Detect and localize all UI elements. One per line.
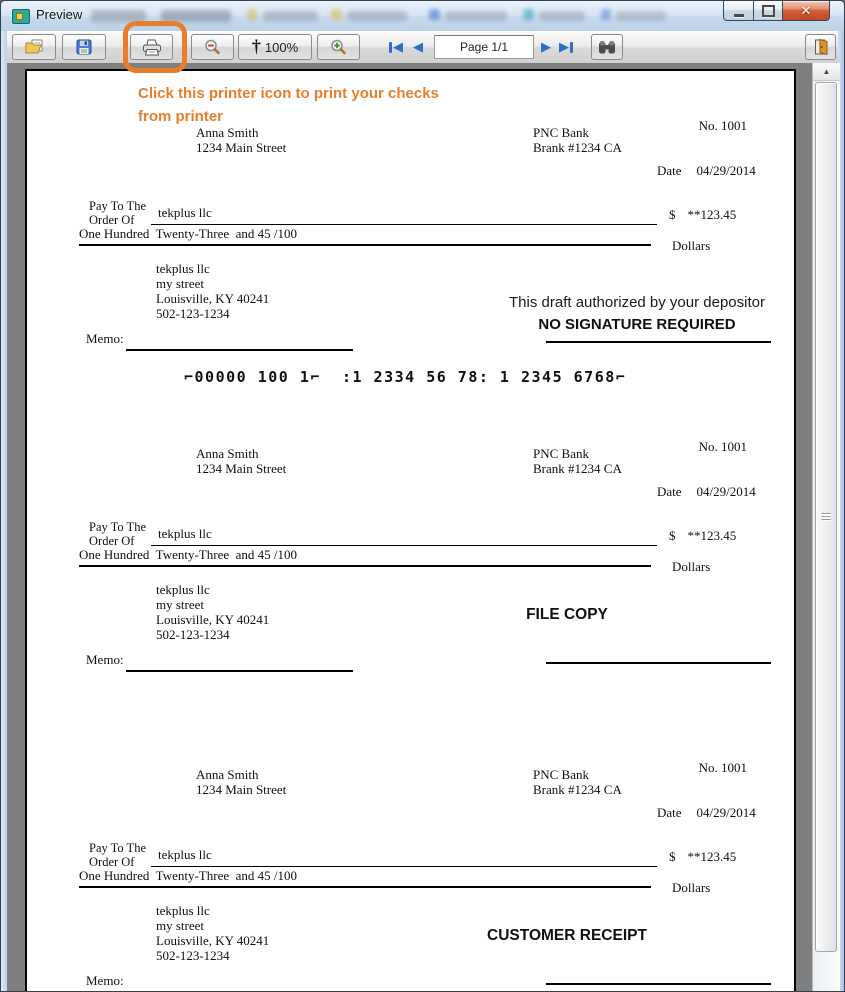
date-row [657,805,756,821]
authorization-note: This draft authorized by your depositor [509,294,765,311]
check-number-label: No. [698,439,718,454]
vertical-scrollbar[interactable] [812,63,840,991]
minimize-icon [734,14,744,17]
bank-branch: Brank #1234 CA [533,461,622,476]
last-page-arrow: ▶ [559,39,569,54]
date-value: 04/29/2014 [696,805,756,820]
amount-in-words: One Hundred Twenty-Three and 45 /100 [79,226,297,241]
amount-in-words: One Hundred Twenty-Three and 45 /100 [79,868,297,883]
door-exit-icon [813,39,829,55]
bank-name: PNC Bank [533,125,589,140]
payer-address: 1234 Main Street [196,782,287,797]
payer-address: 1234 Main Street [196,461,287,476]
pay-to-line-1: Pay To The [89,841,146,855]
amount-in-words: One Hundred Twenty-Three and 45 /100 [79,547,297,562]
amount-in-words-line [79,224,651,246]
bank-name: PNC Bank [533,446,589,461]
date-row [657,484,756,500]
date-value: 04/29/2014 [696,163,756,178]
payee-address-line: tekplus llc [156,261,210,276]
no-signature-stamp: NO SIGNATURE REQUIRED [538,316,736,333]
amount-in-words-line [79,866,651,888]
payee-address-line: 502-123-1234 [156,306,230,321]
first-page-button[interactable] [385,36,407,58]
payer-block [196,125,286,155]
first-page-arrow: ◀ [393,39,403,54]
payee-address-line: Louisville, KY 40241 [156,612,270,627]
amount-value: **123.45 [687,849,737,864]
annotation-line-2: from printer [138,108,224,125]
payee-address-block [156,582,269,642]
annotation-line-1: Click this printer icon to print your checks [138,85,439,102]
previous-page-button[interactable] [409,36,427,58]
bank-branch: Brank #1234 CA [533,140,622,155]
minimize-button[interactable] [723,1,754,21]
check-number-value: 1001 [721,439,747,454]
payee-line [151,203,657,225]
binoculars-icon [598,40,616,54]
date-label: Date [657,484,682,499]
check-block-customer-receipt [27,760,794,991]
print-button-highlight [123,21,187,73]
scroll-up-button[interactable] [813,63,840,81]
copy-type-label: FILE COPY [526,606,608,623]
check-number [587,760,747,776]
search-button[interactable] [591,34,623,60]
window-controls [723,1,830,21]
payer-name: Anna Smith [196,767,259,782]
pay-to-line-2: Order Of [89,534,135,548]
copy-type-label: CUSTOMER RECEIPT [487,927,647,944]
payer-name: Anna Smith [196,125,259,140]
pay-to-label [89,841,146,869]
maximize-icon [762,5,775,17]
previous-page-icon: ◀ [413,39,423,54]
amount-value: **123.45 [687,528,737,543]
payee-address-block [156,903,269,963]
payee-address-line: my street [156,918,205,933]
next-page-icon: ▶ [541,39,551,54]
bank-branch: Brank #1234 CA [533,782,622,797]
payee-address-line: tekplus llc [156,582,210,597]
payer-block [196,446,286,476]
zoom-out-button[interactable] [191,34,234,60]
close-button[interactable] [782,1,830,21]
payee-line [151,845,657,867]
signature-line [546,662,771,664]
zoom-in-button[interactable] [317,34,360,60]
pay-to-line-2: Order Of [89,213,135,227]
date-label: Date [657,163,682,178]
amount-in-words-line [79,545,651,567]
thumb-grip-icon [822,513,831,521]
signature-line [546,341,771,343]
preview-canvas [7,63,840,991]
document-page [25,69,796,991]
next-page-button[interactable] [537,36,555,58]
pay-to-line-1: Pay To The [89,520,146,534]
dollar-sign: $ [669,849,676,864]
payee-address-line: Louisville, KY 40241 [156,291,270,306]
payee-address-line: tekplus llc [156,903,210,918]
memo-label: Memo: [86,652,124,667]
check-number-label: No. [698,760,718,775]
dollar-sign: $ [669,207,676,222]
memo-label: Memo: [86,331,124,346]
open-folder-icon [25,39,44,55]
amount-field [669,207,736,223]
up-arrow-icon: ▲ [822,67,831,76]
bank-name: PNC Bank [533,767,589,782]
check-number-value: 1001 [721,760,747,775]
pay-to-line-1: Pay To The [89,199,146,213]
payee-address-line: 502-123-1234 [156,948,230,963]
amount-value: **123.45 [687,207,737,222]
payee-name: tekplus llc [158,847,212,862]
payee-name: tekplus llc [158,526,212,541]
amount-field [669,849,736,865]
close-icon: ✕ [800,3,812,18]
dollars-label: Dollars [672,880,711,895]
save-button[interactable] [62,34,106,60]
memo-label: Memo: [86,973,124,988]
check-number [587,118,747,134]
check-number-label: No. [698,118,718,133]
payee-address-line: 502-123-1234 [156,627,230,642]
payee-address-line: Louisville, KY 40241 [156,933,270,948]
check-block-original [27,118,794,425]
payee-address-block [156,261,269,321]
signature-line [546,983,771,985]
memo-line [126,349,353,351]
payee-line [151,524,657,546]
dollars-label: Dollars [672,238,711,253]
pay-to-line-2: Order Of [89,855,135,869]
magnifier-minus-icon [204,39,221,56]
last-page-button[interactable] [555,36,577,58]
zoom-level-value: 100% [264,39,299,55]
check-number-value: 1001 [721,118,747,133]
dollars-label: Dollars [672,559,711,574]
date-row [657,163,756,179]
check-number [587,439,747,455]
window-title: Preview [36,7,83,22]
payee-name: tekplus llc [158,205,212,220]
maximize-button[interactable] [754,1,782,21]
magnifier-plus-icon [330,39,347,56]
dollar-sign: $ [669,528,676,543]
exit-preview-button[interactable] [805,34,836,60]
floppy-disk-icon [76,39,92,55]
date-label: Date [657,805,682,820]
report-preview-icon [12,9,30,24]
last-page-icon [570,42,573,53]
check-block-file-copy [27,439,794,746]
pay-to-label [89,520,146,548]
page-indicator[interactable]: Page 1/1 [434,35,534,59]
memo-line [126,670,353,672]
payee-address-line: my street [156,597,205,612]
zoom-level-button[interactable] [238,34,312,60]
open-button[interactable] [12,34,56,60]
payer-address: 1234 Main Street [196,140,287,155]
zoom-cursor-icon: † [251,36,261,56]
first-page-icon [389,42,392,53]
micr-line: ⌐00000 100 1⌐ :1 2334 56 78: 1 2345 6768⌐ [184,368,627,386]
date-value: 04/29/2014 [696,484,756,499]
scrollbar-thumb[interactable] [815,82,837,952]
payer-name: Anna Smith [196,446,259,461]
payer-block [196,767,286,797]
payee-address-line: my street [156,276,205,291]
amount-field [669,528,736,544]
pay-to-label [89,199,146,227]
annotation-text [138,82,439,128]
